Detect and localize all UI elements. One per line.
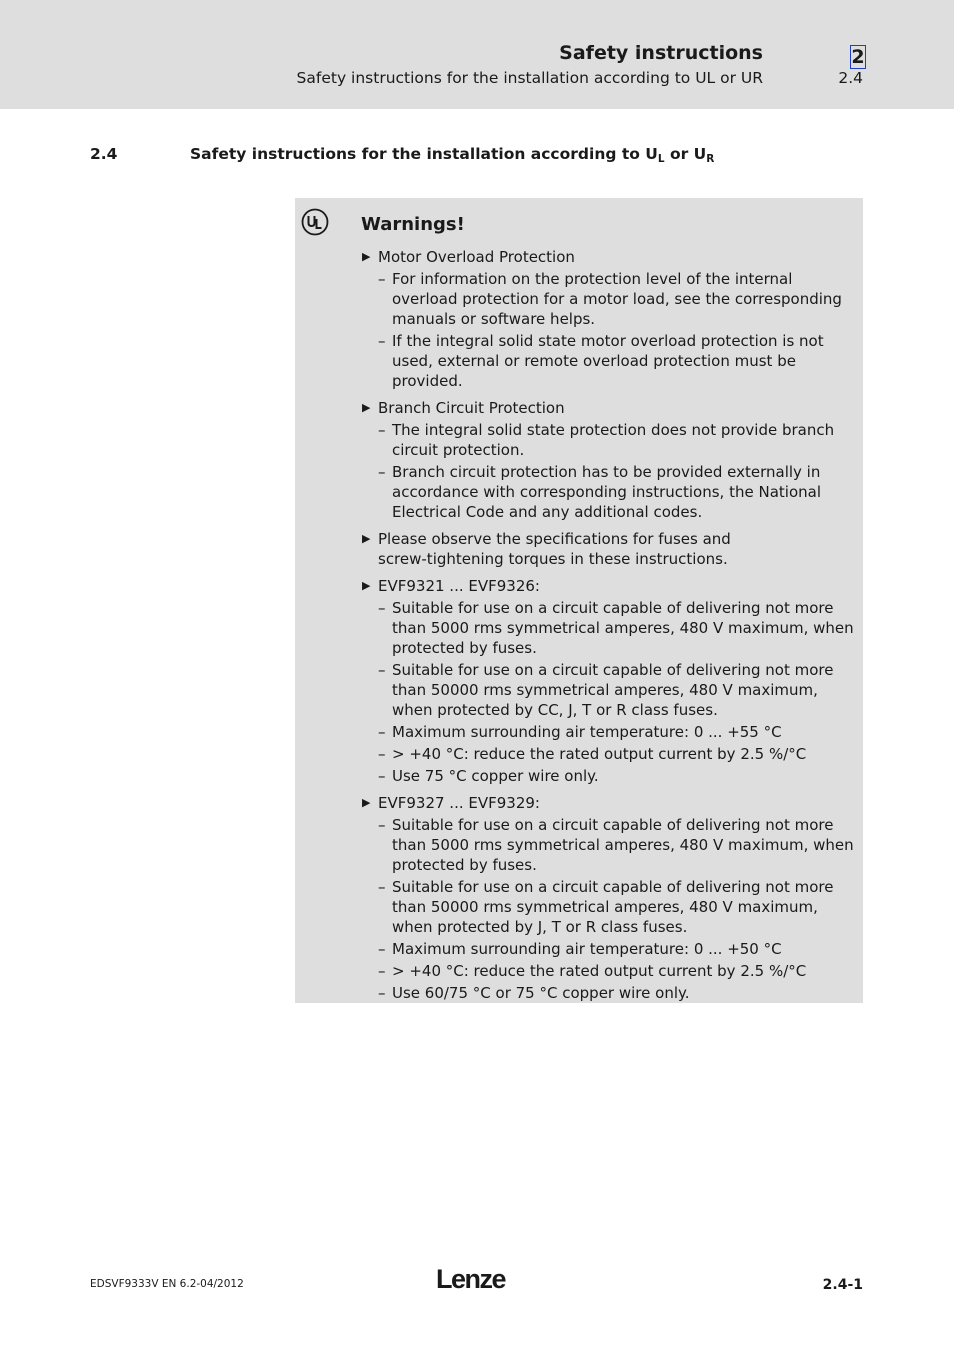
triangle-bullet-icon: ▶	[362, 532, 371, 545]
warning-box	[295, 198, 863, 1003]
ul-mark-icon	[301, 208, 329, 236]
warning-sub-item-text: Suitable for use on a circuit capable of delivering not more than 5000 rms symmetrical amperes, 480 V maximum, when protected by fuses.	[392, 816, 854, 874]
page-number: 2.4-1	[822, 1277, 863, 1293]
section-title-sub-r: R	[706, 153, 715, 165]
warning-sub-item-text: For information on the protection level of the internal overload protection for a motor load, see the corresponding manuals or software helps.	[392, 270, 842, 328]
dash-bullet-icon: –	[378, 661, 386, 679]
warning-sub-item-text: Use 60/75 °C or 75 °C copper wire only.	[392, 984, 690, 1002]
dash-bullet-icon: –	[378, 599, 386, 617]
warning-sub-item	[362, 269, 854, 329]
warning-sub-item-text: Maximum surrounding air temperature: 0 ... +50 °C	[392, 940, 782, 958]
warning-bullet-text: EVF9327 ... EVF9329:	[378, 794, 540, 812]
warning-sub-item-text: If the integral solid state motor overload protection is not used, external or remote overload protection must be provided.	[392, 332, 824, 390]
warning-sub-item	[362, 462, 854, 522]
warning-sub-item-text: > +40 °C: reduce the rated output current by 2.5 %/°C	[392, 962, 807, 980]
warning-sub-item	[362, 766, 854, 786]
section-title-main: Safety instructions for the installation according to U	[190, 145, 658, 163]
footer-document-id: EDSVF9333V EN 6.2-04/2012	[90, 1278, 244, 1290]
warning-bullet	[362, 529, 854, 569]
warning-sub-item	[362, 722, 854, 742]
warning-sub-item-text: Suitable for use on a circuit capable of delivering not more than 50000 rms symmetrical amperes, 480 V maximum, when protected by CC, J, T or R class fuses.	[392, 661, 834, 719]
warning-bullet-text: Branch Circuit Protection	[378, 399, 565, 417]
warning-bullet-text: Motor Overload Protection	[378, 248, 575, 266]
warning-sub-item-text: Suitable for use on a circuit capable of delivering not more than 5000 rms symmetrical amperes, 480 V maximum, when protected by fuses.	[392, 599, 854, 657]
warning-bullet	[362, 576, 854, 596]
warning-sub-item	[362, 983, 854, 1003]
warning-sub-item	[362, 815, 854, 875]
warning-title: Warnings!	[361, 214, 465, 235]
warning-bullet	[362, 793, 854, 813]
warning-sub-item	[362, 598, 854, 658]
triangle-bullet-icon: ▶	[362, 579, 371, 592]
warning-sub-item-text: Branch circuit protection has to be provided externally in accordance with corresponding instructions, the National Electrical Code and any additional codes.	[392, 463, 821, 521]
warning-sub-item	[362, 331, 854, 391]
warning-sub-item-text: The integral solid state protection does not provide branch circuit protection.	[392, 421, 835, 459]
warning-sub-item	[362, 877, 854, 937]
triangle-bullet-icon: ▶	[362, 250, 371, 263]
warning-bullet-text: EVF9321 ... EVF9326:	[378, 577, 540, 595]
warning-sub-item	[362, 744, 854, 764]
section-title	[190, 145, 714, 165]
dash-bullet-icon: –	[378, 940, 386, 958]
chapter-number[interactable]: 2	[851, 46, 865, 68]
section-title-sub-l: L	[657, 153, 665, 165]
warning-sub-item-text: Maximum surrounding air temperature: 0 ... +55 °C	[392, 723, 782, 741]
dash-bullet-icon: –	[378, 984, 386, 1002]
section-number: 2.4	[90, 145, 118, 163]
lenze-logo: Lenze	[436, 1264, 506, 1294]
dash-bullet-icon: –	[378, 878, 386, 896]
dash-bullet-icon: –	[378, 816, 386, 834]
warning-sub-item	[362, 420, 854, 460]
warning-bullet-text: Please observe the specifications for fuses and screw‑tightening torques in these instructions.	[378, 530, 731, 568]
dash-bullet-icon: –	[378, 332, 386, 350]
warning-sub-item	[362, 939, 854, 959]
header-title: Safety instructions	[559, 42, 763, 64]
warning-content	[362, 244, 854, 1007]
warning-sub-item	[362, 660, 854, 720]
dash-bullet-icon: –	[378, 270, 386, 288]
dash-bullet-icon: –	[378, 421, 386, 439]
header-section-number: 2.4	[838, 69, 863, 87]
warning-sub-item-text: Suitable for use on a circuit capable of delivering not more than 50000 rms symmetrical amperes, 480 V maximum, when protected by J, T or R class fuses.	[392, 878, 834, 936]
warning-sub-item-text: > +40 °C: reduce the rated output current by 2.5 %/°C	[392, 745, 807, 763]
warning-sub-item-text: Use 75 °C copper wire only.	[392, 767, 599, 785]
triangle-bullet-icon: ▶	[362, 401, 371, 414]
triangle-bullet-icon: ▶	[362, 796, 371, 809]
warning-bullet	[362, 247, 854, 267]
page-header	[0, 0, 954, 109]
dash-bullet-icon: –	[378, 767, 386, 785]
warning-bullet	[362, 398, 854, 418]
dash-bullet-icon: –	[378, 463, 386, 481]
dash-bullet-icon: –	[378, 962, 386, 980]
dash-bullet-icon: –	[378, 745, 386, 763]
dash-bullet-icon: –	[378, 723, 386, 741]
section-title-mid: or U	[664, 145, 707, 163]
header-subtitle: Safety instructions for the installation according to UL or UR	[296, 69, 763, 87]
warning-sub-item	[362, 961, 854, 981]
